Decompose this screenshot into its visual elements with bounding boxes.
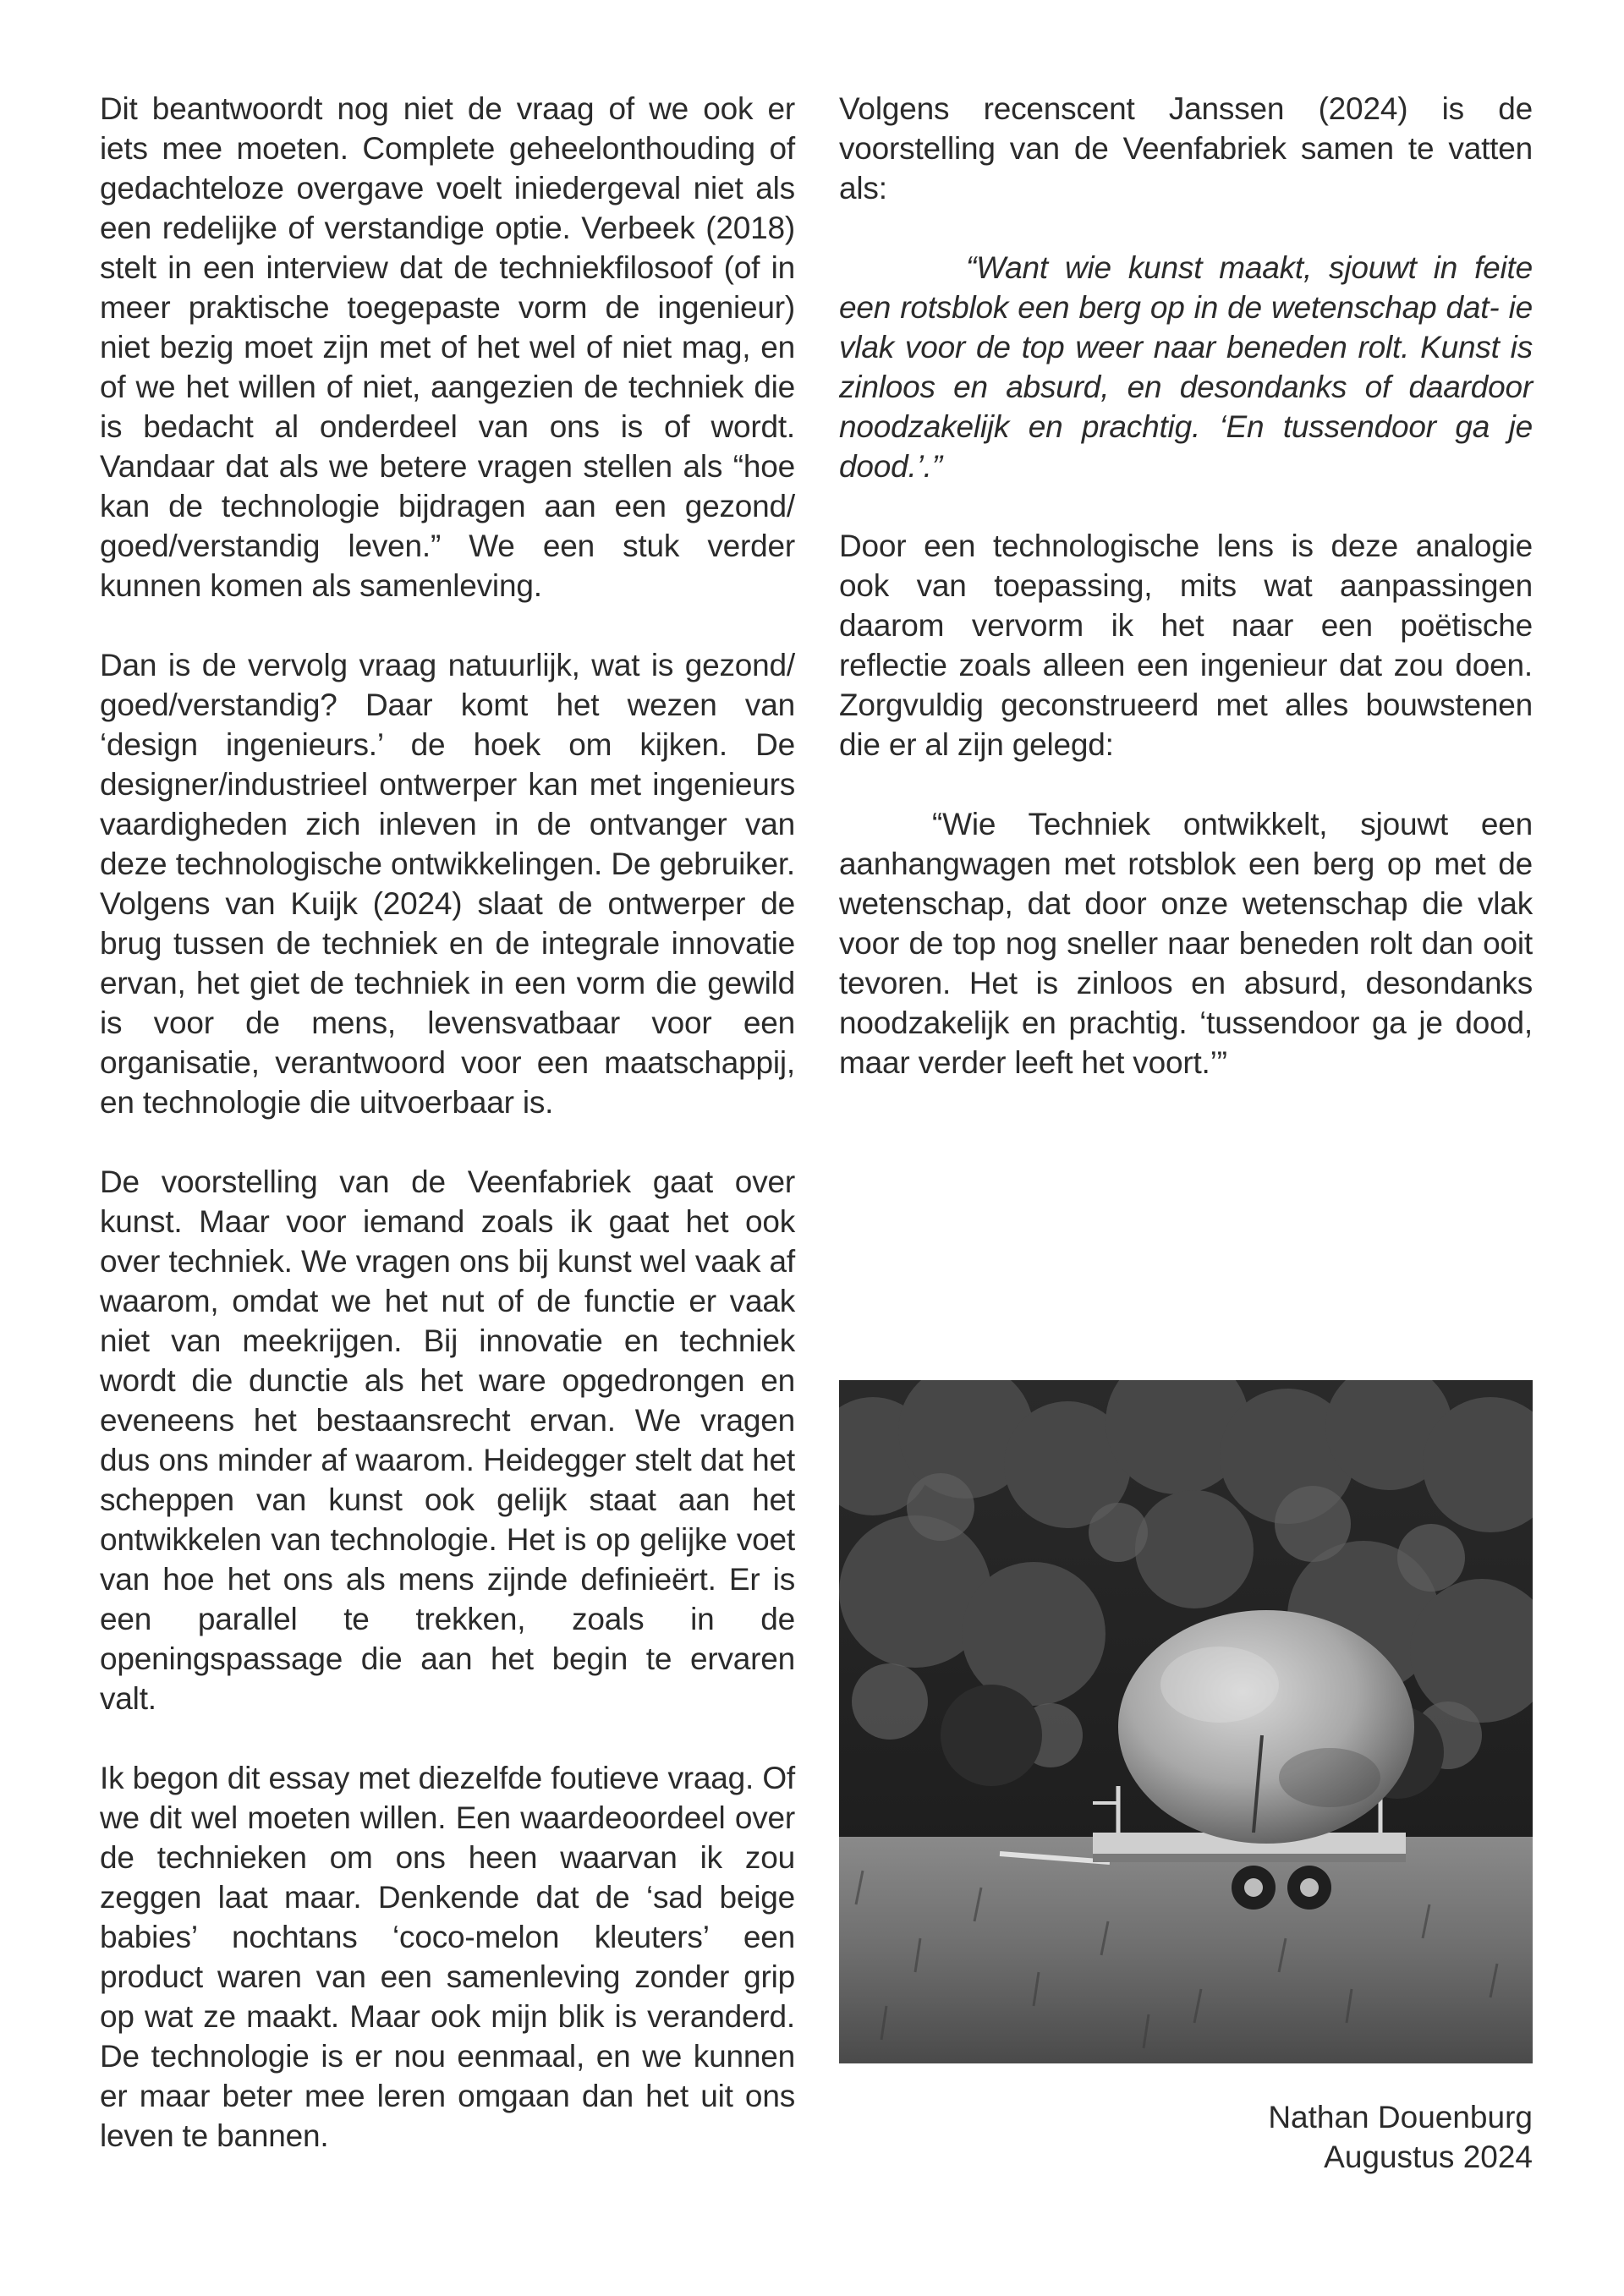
right-column xyxy=(839,89,1533,1122)
intro-paragraph: Volgens recenscent Janssen (2024) is de voorstelling van de Veenfabriek samen te vatten als: xyxy=(839,91,1533,205)
paragraph-1: Dit beantwoordt nog niet de vraag of we ook er iets mee moeten. Complete geheelonthouding of gedachteloze overgave voelt iniedergeval niet als een redelijke of verstandige optie. Verbeek (2018) stelt in een interview dat de techniekfilosoof (of in meer praktische toegepaste vorm de ingenieur) niet bezig moet zijn met of het wel of niet mag, en of we het willen of niet, aangezien de techniek die is bedacht al onderdeel van ons is of wordt. Vandaar dat als we betere vragen stellen als “hoe kan de technologie bijdragen aan een gezond/ goed/verstandig leven.” We een stuk verder kunnen komen als samenleving. xyxy=(100,91,795,603)
paragraph-4: Ik begon dit essay met diezelfde foutieve vraag. Of we dit wel moeten willen. Een waardeoordeel over de technieken om ons heen waarvan ik zou zeggen laat maar. Denkende dat de ‘sad beige babies’ nochtans ‘coco-melon kleuters’ een product waren van een samenleving zonder grip op wat ze maakt. Maar ook mijn blik is veranderd. De technologie is er nou eenmaal, en we kunnen er maar beter mee leren omgaan dan het uit ons leven te bannen. xyxy=(100,1761,795,2153)
author-name: Nathan Douenburg xyxy=(1268,2100,1533,2134)
signature-block xyxy=(1100,2097,1533,2177)
lens-paragraph: Door een technologische lens is deze analogie ook van toepassing, mits wat aanpassingen daarom vervorm ik het naar een poëtische reflectie zoals alleen een ingenieur dat zou doen. Zorgvuldig geconstrueerd met alles bouwstenen die er al zijn gelegd: xyxy=(839,529,1533,762)
left-column xyxy=(100,89,795,2195)
paragraph-2: Dan is de vervolg vraag natuurlijk, wat is gezond/ goed/verstandig? Daar komt het wezen van ‘design ingenieurs.’ de hoek om kijken. De designer/industrieel ontwerper kan met ingenieurs vaardigheden zich inleven in de ontvanger van deze technologische ontwikkelingen. De gebruiker. Volgens van Kuijk (2024) slaat de ontwerper de brug tussen de techniek en de integrale innovatie ervan, het giet de techniek in een vorm die gewild is voor de mens, levensvatbaar voor een organisatie, verantwoord voor een maatschappij, en technologie die uitvoerbaar is. xyxy=(100,648,795,1120)
date: Augustus 2024 xyxy=(1324,2140,1533,2174)
engineer-quote: “Wie Techniek ontwikkelt, sjouwt een aanhangwagen met rotsblok een berg op met de wetenschap, dat door onze wetenschap die vlak voor de top nog sneller naar beneden rolt dan ooit tevoren. Het is zinloos en absurd, desondanks noodzakelijk en prachtig. ‘tussendoor ga je dood, maar verder leeft het voort.’” xyxy=(839,807,1533,1080)
boulder-trailer-photo xyxy=(839,1380,1533,2063)
janssen-quote: “Want wie kunst maakt, sjouwt in feite een rotsblok een berg op in de wetenschap dat- ie vlak voor de top weer naar beneden rolt. Kunst is zinloos en absurd, en desondanks of daardoor noodzakelijk en prachtig. ‘En tussendoor ga je dood.’.” xyxy=(839,250,1533,484)
paragraph-3: De voorstelling van de Veenfabriek gaat over kunst. Maar voor iemand zoals ik gaat het ook over techniek. We vragen ons bij kunst wel vaak af waarom, omdat we het nut of de functie er vaak niet van meekrijgen. Bij innovatie en techniek wordt die dunctie als het ware opgedrongen en eveneens het bestaansrecht ervan. We vragen dus ons minder af waarom. Heidegger stelt dat het scheppen van kunst ook gelijk staat aan het ontwikkelen van technologie. Het is op gelijke voet van hoe het ons als mens zijnde definieërt. Er is een parallel te trekken, zoals in de openingspassage die aan het begin te ervaren valt. xyxy=(100,1164,795,1716)
